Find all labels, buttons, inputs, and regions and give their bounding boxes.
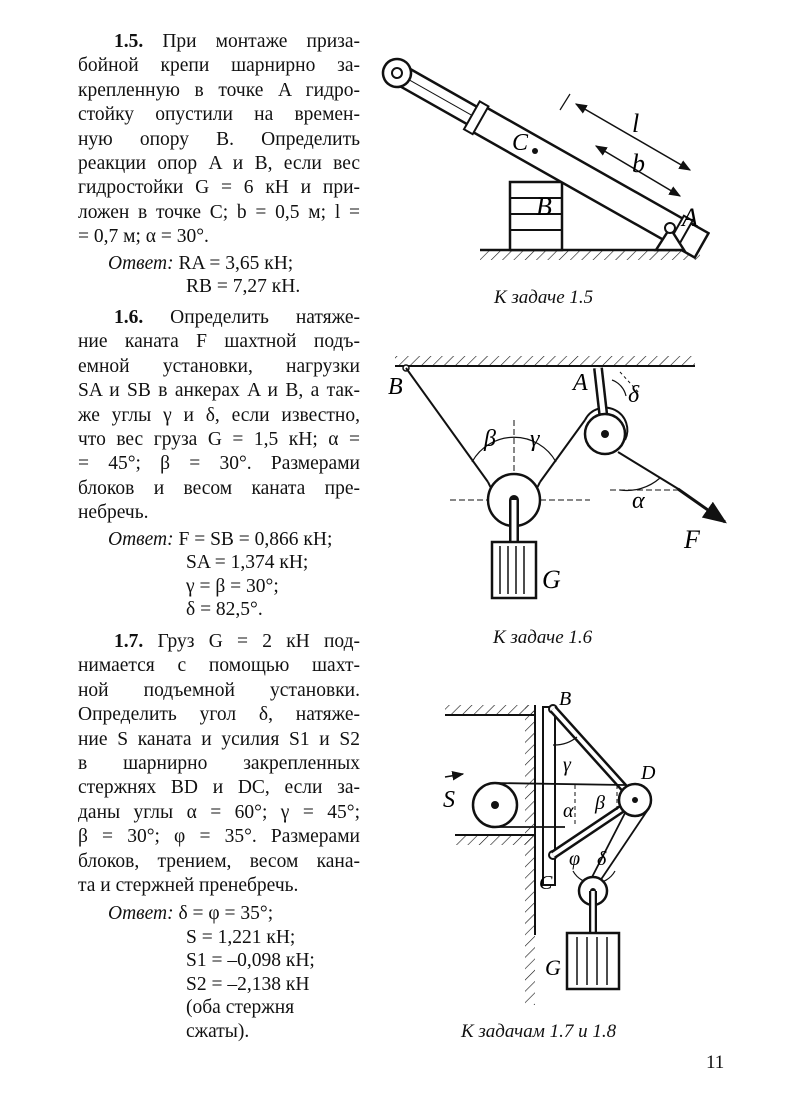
label-c: C <box>512 130 529 156</box>
point-c <box>532 148 538 154</box>
label-b-dim: b <box>632 149 645 178</box>
problem-1-5-text: 1.5. При монтаже приза- бойной крепи шарнирно за- крепленную в точке A гидро- стойку опустили на времен- ную опору B. Определить реакции опор A и B, если вес гидростойки G = 6 кН и при- ложен в точке C; b = 0,5 м; l = = 0,7 м; α = 30°. <box>78 31 360 248</box>
problem-1-6 <box>78 306 360 622</box>
label-beta: β <box>484 426 496 452</box>
problem-1-6-text: 1.6. Определить натяже- ние каната F шахтной подъ- емной установки, нагрузки SA и SB в анкерах A и B, а так- же углы γ и δ, если известно, что вес груза G = 1,5 кН; α = = 45°; β = 30°. Размерами блоков и весом каната пре- небречь. <box>78 307 360 524</box>
label-f: F <box>684 525 700 554</box>
label-g: G <box>545 955 561 980</box>
label-g: G <box>542 565 561 594</box>
rope-left <box>406 368 488 482</box>
figure-1-5 <box>370 30 710 275</box>
problem-1-7 <box>78 630 360 1043</box>
problem-1-7-answer: Ответ: δ = φ = 35°; S = 1,221 кН; S1 = –0,098 кН; S2 = –2,138 кН (оба стержня сжаты). <box>108 903 315 1042</box>
label-gamma: γ <box>563 754 571 776</box>
label-c: C <box>539 872 553 894</box>
label-phi: φ <box>569 848 581 870</box>
label-alpha: α <box>632 488 645 514</box>
label-a: A <box>682 203 698 232</box>
label-s: S <box>443 787 455 813</box>
label-alpha: α <box>563 800 574 822</box>
figure-1-7 <box>435 685 675 1005</box>
problem-1-7-text: 1.7. Груз G = 2 кН под- нимается с помощью шахт- ной подъемной установки. Определить угол δ, натяже- ние S каната и усилия S1 и S2 в шарнирно закрепленных стержнях BD и DC, если за- даны углы α = 60°; γ = 45°; β = 30°; φ = 35°. Размерами блоков, трением, весом кана- та и стержней пренебречь. <box>78 631 361 897</box>
problem-1-5 <box>78 30 360 299</box>
weight-g <box>492 542 536 598</box>
problem-1-5-answer: Ответ: RA = 3,65 кН; RB = 7,27 кН. <box>108 252 301 298</box>
rope-middle <box>540 420 585 482</box>
caption-1-6: К задаче 1.6 <box>493 627 593 648</box>
label-delta: δ <box>597 848 607 870</box>
force-f <box>678 489 725 522</box>
rope-top <box>495 783 625 785</box>
label-a: A <box>573 370 588 396</box>
wall-top <box>445 705 535 1005</box>
figure-1-6 <box>380 350 730 615</box>
ceiling <box>395 356 695 366</box>
caption-1-7: К задачам 1.7 и 1.8 <box>461 1021 617 1042</box>
label-l: l <box>632 109 640 138</box>
problem-number: 1.7. <box>114 631 144 652</box>
problem-number: 1.5. <box>114 31 144 52</box>
page-number: 11 <box>706 1052 725 1073</box>
label-d: D <box>641 762 656 784</box>
ground <box>480 250 700 260</box>
label-b: B <box>559 688 572 710</box>
caption-1-5: К задаче 1.5 <box>494 287 594 308</box>
wall-bottom <box>455 835 535 845</box>
label-beta: β <box>595 792 605 814</box>
label-gamma: γ <box>530 426 540 452</box>
label-b: B <box>388 374 403 400</box>
label-b: B <box>536 192 552 221</box>
rope-right <box>618 452 680 490</box>
weight-g <box>567 933 619 989</box>
label-delta: δ <box>628 382 640 408</box>
problem-number: 1.6. <box>114 307 144 328</box>
problem-1-6-answer: Ответ: F = SB = 0,866 кН; SA = 1,374 кН; γ = β = 30°; δ = 82,5°. <box>108 528 333 621</box>
